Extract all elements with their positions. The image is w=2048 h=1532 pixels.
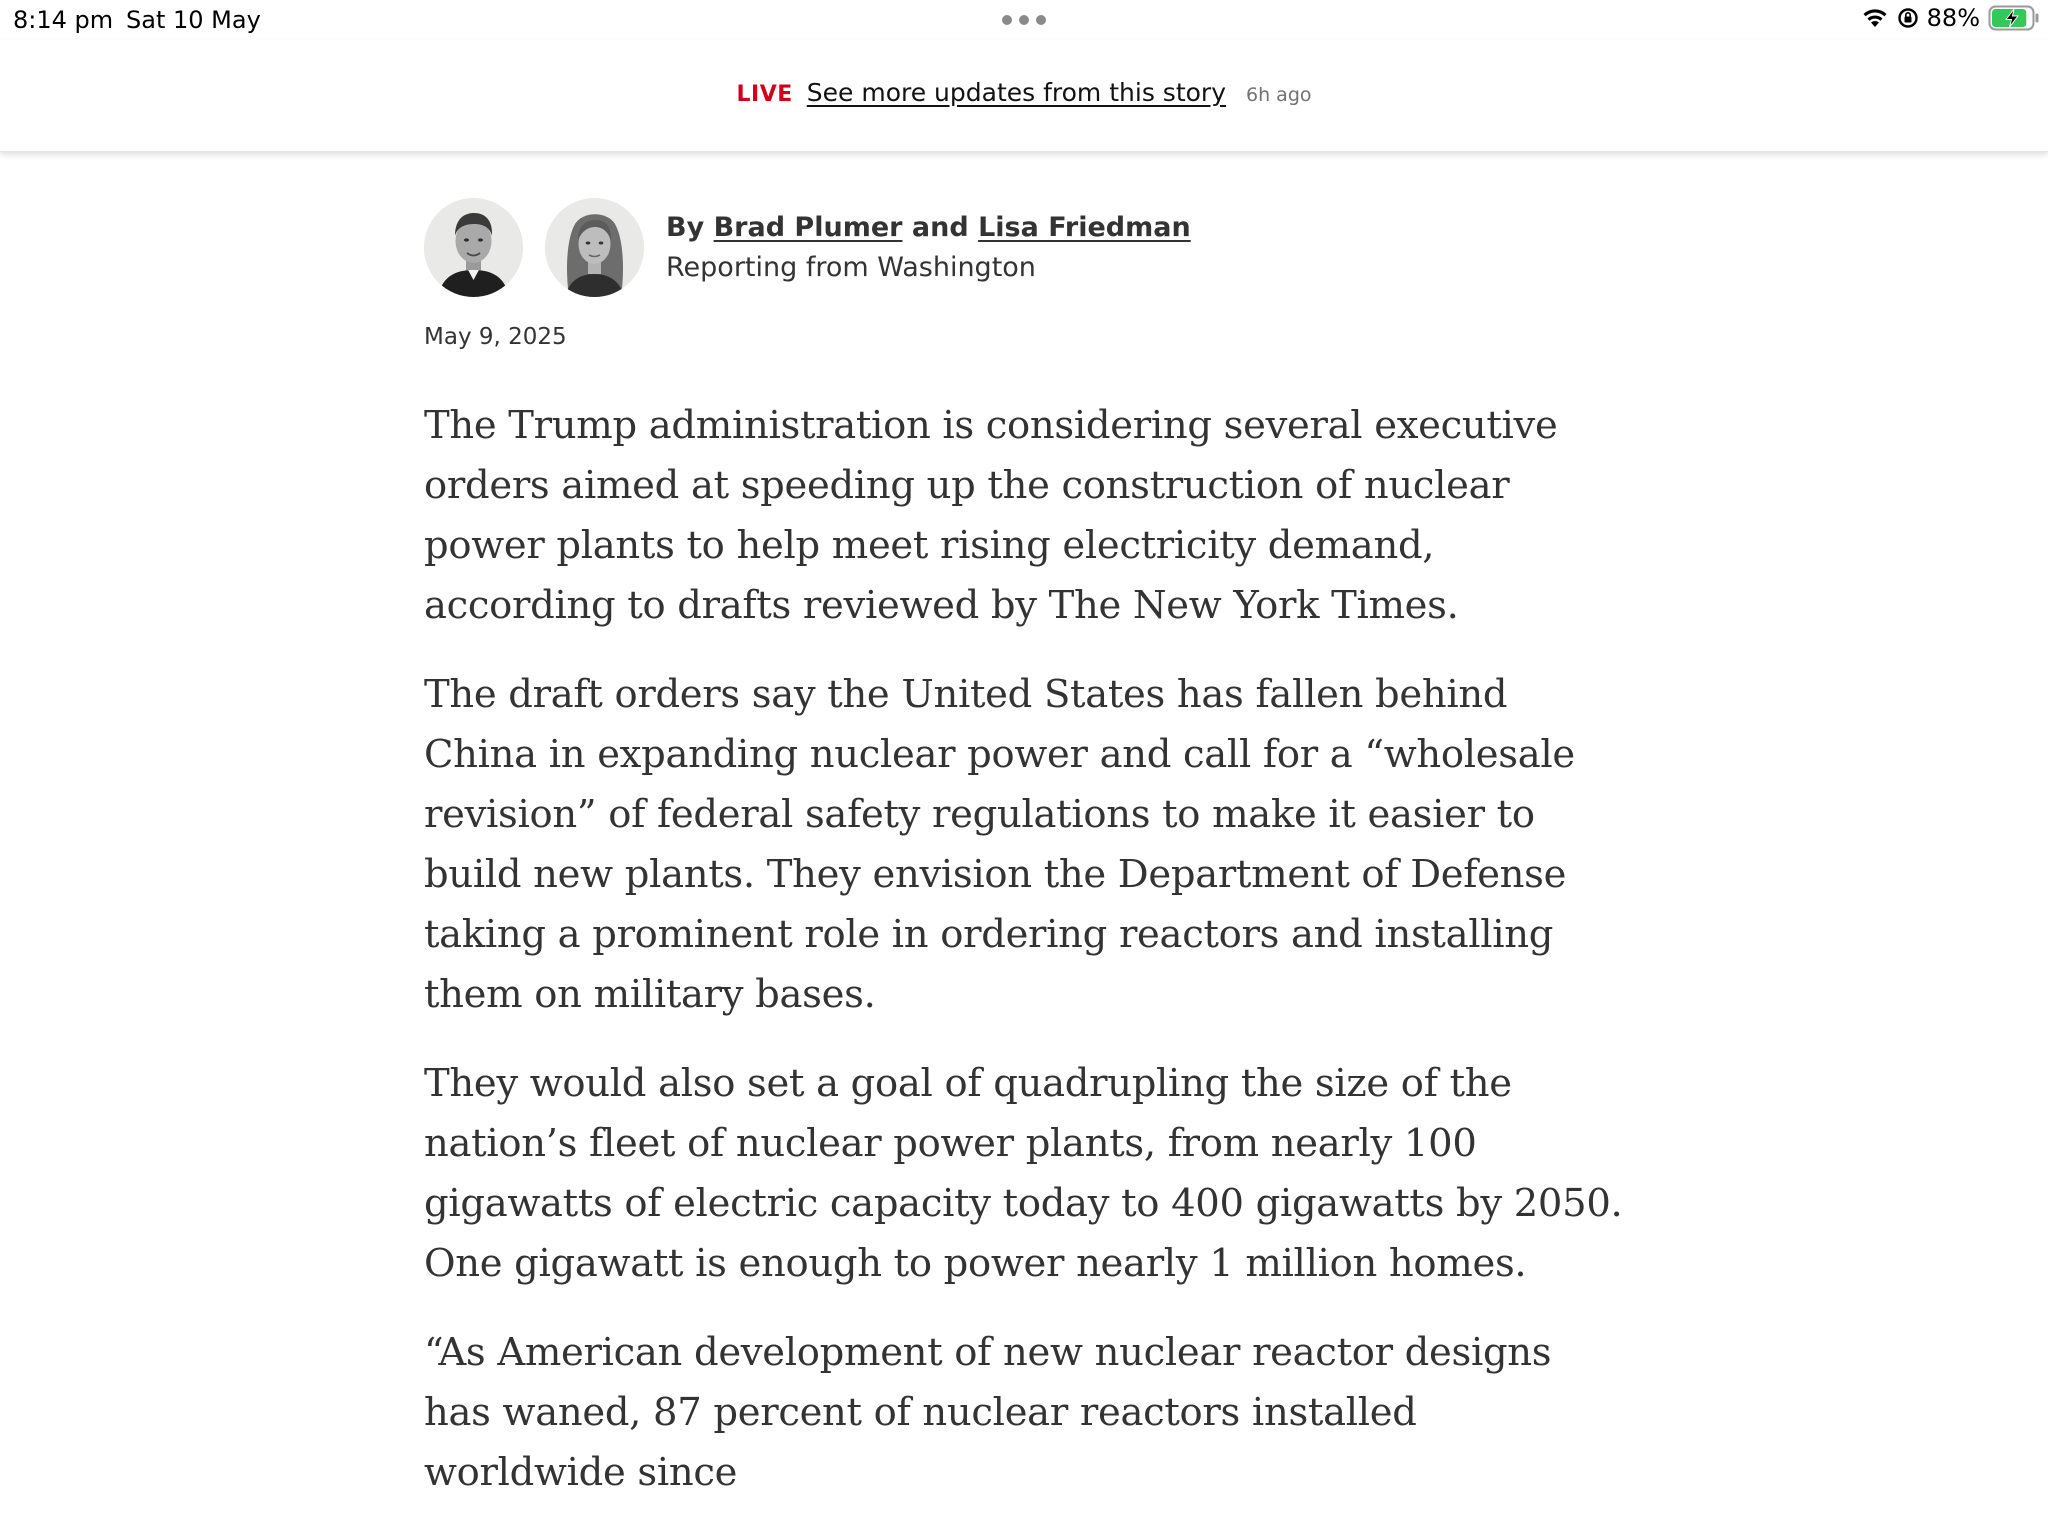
live-tag: LIVE xyxy=(736,82,793,107)
reporting-location: Reporting from Washington xyxy=(666,252,1036,284)
author-avatar-brad-plumer[interactable] xyxy=(424,198,523,297)
status-indicators xyxy=(1861,4,2040,32)
status-bar xyxy=(0,0,2048,40)
article-paragraph: The Trump administration is considering several executive orders aimed at speeding up the construction of nuclear power plants to help meet rising electricity demand, according to drafts reviewed by The New York Times. xyxy=(424,403,1558,628)
byline-prefix: By xyxy=(666,211,705,243)
live-updates-banner xyxy=(0,40,2048,152)
article-paragraph: “As American development of new nuclear reactor designs has waned, 87 percent of nuclear reactors installed worldwide since xyxy=(424,1330,1552,1495)
live-update-age: 6h ago xyxy=(1246,84,1312,106)
article-body xyxy=(424,396,1624,1532)
byline-conjunction: and xyxy=(911,211,969,243)
author-link-lisa-friedman[interactable]: Lisa Friedman xyxy=(978,211,1191,243)
status-date: Sat 10 May xyxy=(126,6,261,34)
byline-text xyxy=(666,212,1191,283)
article-paragraph: They would also set a goal of quadrupling the size of the nation’s fleet of nuclear power plants, from nearly 100 gigawatts of electric capacity today to 400 gigawatts by 2050. One gigawatt is enough to power nearly 1 million homes. xyxy=(424,1061,1623,1286)
battery-percentage: 88% xyxy=(1926,4,1980,32)
byline-authors xyxy=(666,212,1191,244)
battery-charging-icon xyxy=(1988,5,2040,31)
author-link-brad-plumer[interactable]: Brad Plumer xyxy=(713,211,903,243)
publication-date: May 9, 2025 xyxy=(424,324,567,350)
orientation-lock-icon xyxy=(1897,7,1919,29)
article-paragraph: The draft orders say the United States has fallen behind China in expanding nuclear power and call for a “wholesale revision” of federal safety regulations to make it easier to build new plants. They envision the Department of Defense taking a prominent role in ordering reactors and installing them on military bases. xyxy=(424,672,1575,1017)
see-more-updates-link[interactable]: See more updates from this story xyxy=(806,78,1226,107)
status-time: 8:14 pm xyxy=(13,6,114,34)
wifi-icon xyxy=(1861,7,1889,29)
byline xyxy=(424,198,1191,297)
author-avatar-lisa-friedman[interactable] xyxy=(545,198,644,297)
multitasking-dots-icon[interactable] xyxy=(1002,15,1046,25)
